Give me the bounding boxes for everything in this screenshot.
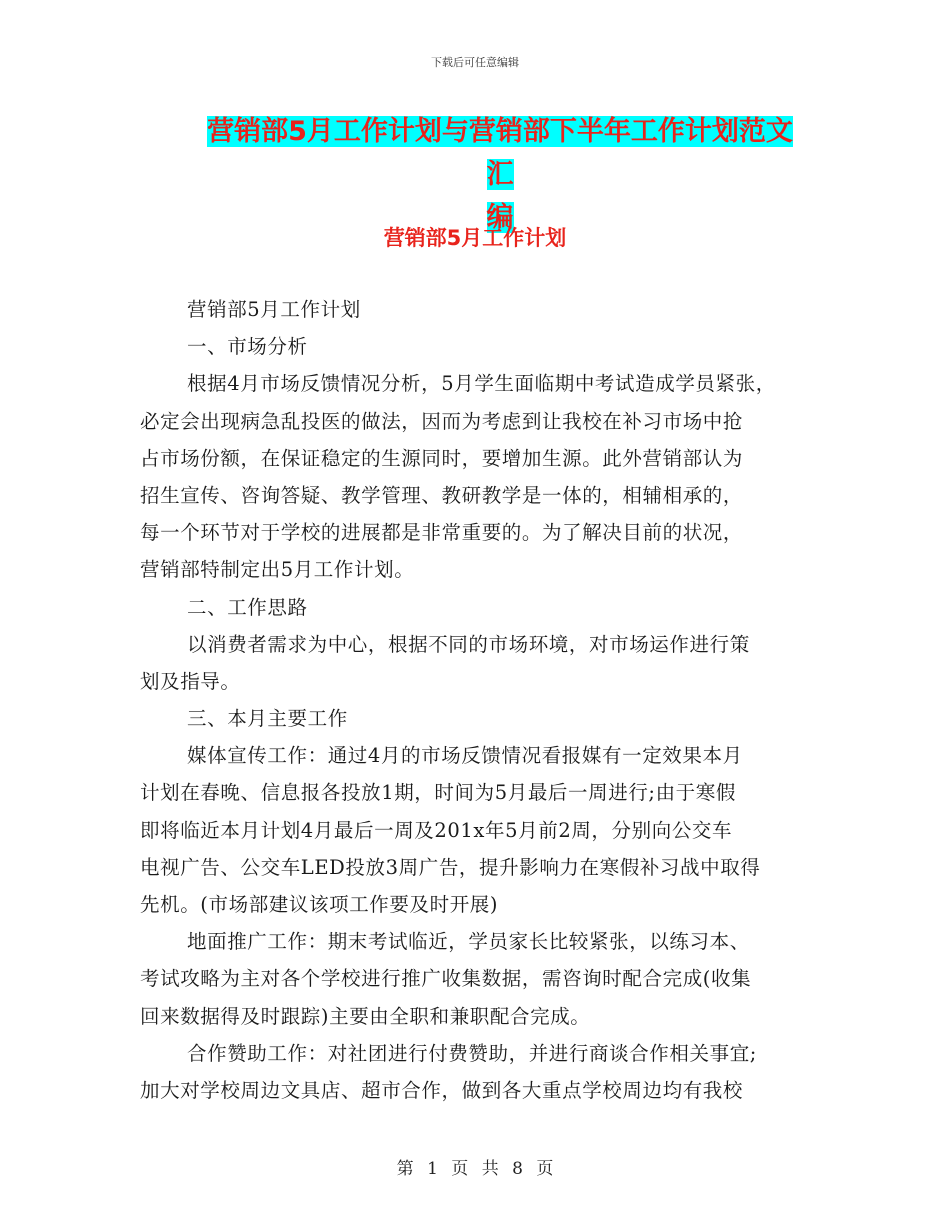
page-footer — [0, 1154, 950, 1179]
footer-total-unit: 页 — [536, 1159, 554, 1179]
body-line: 媒体宣传工作：通过4月的市场反馈情况看报媒有一定效果本月 — [187, 744, 743, 768]
body-line: 先机。(市场部建议该项工作要及时开展) — [140, 893, 499, 916]
document-title-line-1 — [195, 110, 805, 196]
body-line: 三、本月主要工作 — [187, 707, 348, 731]
body-line: 营销部5月工作计划 — [187, 298, 361, 321]
body-line: 电视广告、公交车LED投放3周广告，提升影响力在寒假补习战中取得 — [140, 855, 761, 879]
header-note: 下载后可任意编辑 — [431, 56, 519, 69]
body-line: 营销部特制定出5月工作计划。 — [140, 558, 415, 582]
body-line: 一、市场分析 — [187, 335, 308, 359]
body-line: 招生宣传、咨询答疑、教学管理、教研教学是一体的，相辅相承的， — [140, 483, 744, 507]
body-line: 考试攻略为主对各个学校进行推广收集数据，需咨询时配合完成(收集 — [140, 967, 752, 991]
body-line: 根据4月市场反馈情况分析，5月学生面临期中考试造成学员紧张， — [187, 372, 776, 396]
body-line: 加大对学校周边文具店、超市合作，做到各大重点学校周边均有我校 — [140, 1078, 744, 1102]
document-title-line-1-text: 营销部5月工作计划与营销部下半年工作计划范文汇 — [207, 116, 793, 190]
footer-prefix: 第 — [396, 1159, 414, 1179]
footer-page-unit: 页 — [451, 1159, 469, 1179]
body-line: 二、工作思路 — [187, 595, 308, 619]
body-line: 即将临近本月计划4月最后一周及201x年5月前2周，分别向公交车 — [140, 818, 733, 842]
body-line: 占市场份额，在保证稳定的生源同时，要增加生源。此外营销部认为 — [140, 446, 744, 470]
body-line: 地面推广工作：期末考试临近，学员家长比较紧张，以练习本、 — [187, 930, 750, 954]
body-line: 合作赞助工作：对社团进行付费赞助，并进行商谈合作相关事宜; — [187, 1041, 757, 1065]
document-title-line-2-text: 编 — [486, 202, 514, 233]
body-line: 以消费者需求为中心，根据不同的市场环境，对市场运作进行策 — [187, 632, 750, 656]
body-line: 计划在春晚、信息报各投放1期，时间为5月最后一周进行;由于寒假 — [140, 781, 736, 805]
body-line: 必定会出现病急乱投医的做法，因而为考虑到让我校在补习市场中抢 — [140, 409, 744, 433]
footer-total-prefix: 共 — [481, 1159, 499, 1179]
footer-page-number: 1 — [427, 1159, 438, 1179]
body-text — [140, 291, 820, 1109]
body-line: 划及指导。 — [140, 669, 241, 693]
section-title: 营销部5月工作计划 — [383, 226, 567, 250]
body-line: 每一个环节对于学校的进展都是非常重要的。为了解决目前的状况， — [140, 521, 744, 545]
body-line: 回来数据得及时跟踪)主要由全职和兼职配合完成。 — [140, 1004, 591, 1028]
footer-total-pages: 8 — [512, 1159, 523, 1179]
document-title — [195, 110, 805, 239]
